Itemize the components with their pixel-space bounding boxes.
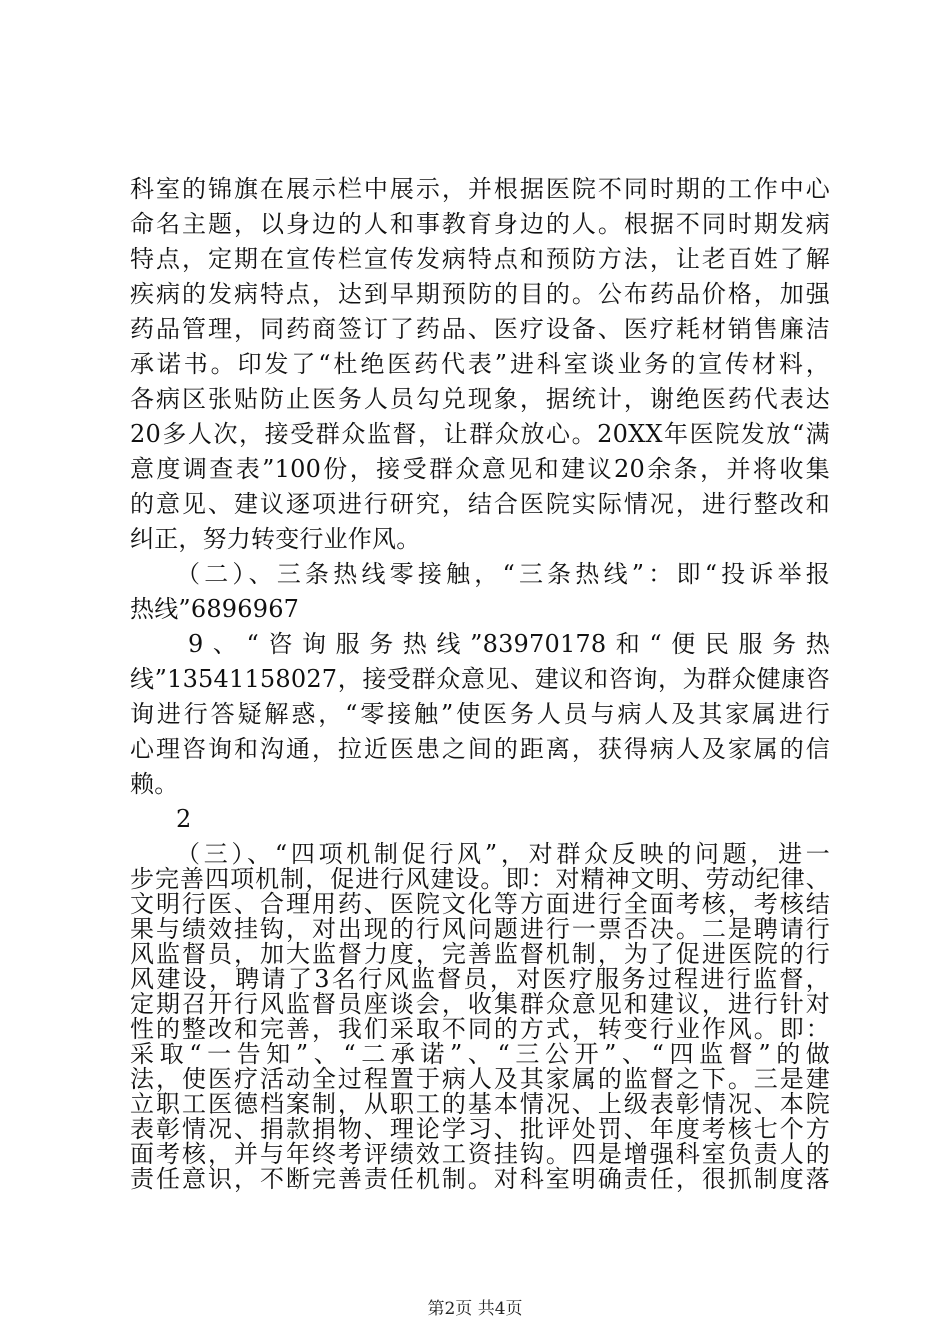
body-line: 立职工医德档案制，从职工的基本情况、上级表彰情况、本院 [130,1090,830,1118]
body-line: 承诺书。印发了“杜绝医药代表”进科室谈业务的宣传材料， [130,350,830,378]
body-line: 果与绩效挂钩，对出现的行风问题进行一票否决。二是聘请行 [130,915,830,943]
body-line: 意度调查表”100份，接受群众意见和建议20余条，并将收集 [130,455,830,483]
body-line: 的意见、建议逐项进行研究，结合医院实际情况，进行整改和 [130,490,830,518]
section-heading-line: （三）、“四项机制促行风”，对群众反映的问题，进一 [176,840,830,868]
body-line: 纠正，努力转变行业作风。 [130,525,421,553]
body-line: 采取“一告知”、“二承诺”、“三公开”、“四监督”的做 [130,1040,830,1068]
body-line: 热线”6896967 [130,595,300,623]
body-line: 赖。 [130,770,179,798]
body-line: 命名主题，以身边的人和事教育身边的人。根据不同时期发病 [130,210,830,238]
inline-page-number: 2 [176,805,192,833]
body-line: 各病区张贴防止医务人员勾兑现象，据统计，谢绝医药代表达 [130,385,830,413]
body-line: 20多人次，接受群众监督，让群众放心。20XX年医院发放“满 [130,420,830,448]
body-line: 疾病的发病特点，达到早期预防的目的。公布药品价格，加强 [130,280,830,308]
body-line: 法，使医疗活动全过程置于病人及其家属的监督之下。三是建 [130,1065,830,1093]
body-line: 风监督员，加大监督力度，完善监督机制，为了促进医院的行 [130,940,830,968]
body-line: 面考核，并与年终考评绩效工资挂钩。四是增强科室负责人的 [130,1140,830,1168]
body-line: 步完善四项机制，促进行风建设。即：对精神文明、劳动纪律、 [130,865,830,893]
body-line: 9、“咨询服务热线”83970178和“便民服务热 [188,630,830,658]
body-line: 线”13541158027，接受群众意见、建议和咨询，为群众健康咨 [130,665,830,693]
body-line: 风建设，聘请了3名行风监督员，对医疗服务过程进行监督， [130,965,830,993]
body-line: 定期召开行风监督员座谈会，收集群众意见和建议，进行针对 [130,990,830,1018]
body-line: 表彰情况、捐款捐物、理论学习、批评处罚、年度考核七个方 [130,1115,830,1143]
body-line: 文明行医、合理用药、医院文化等方面进行全面考核，考核结 [130,890,830,918]
page-footer: 第2页 共4页 [427,1299,523,1319]
body-line: 责任意识，不断完善责任机制。对科室明确责任，很抓制度落 [130,1165,830,1193]
body-line: 科室的锦旗在展示栏中展示，并根据医院不同时期的工作中心 [130,175,830,203]
body-line: 特点，定期在宣传栏宣传发病特点和预防方法，让老百姓了解 [130,245,830,273]
body-line: 性的整改和完善，我们采取不同的方式，转变行业作风。即： [130,1015,830,1043]
body-line: 药品管理，同药商签订了药品、医疗设备、医疗耗材销售廉洁 [130,315,830,343]
section-heading-line: （二）、三条热线零接触，“三条热线”：即“投诉举报 [176,560,830,588]
body-line: 询进行答疑解惑，“零接触”使医务人员与病人及其家属进行 [130,700,830,728]
body-line: 心理咨询和沟通，拉近医患之间的距离，获得病人及家属的信 [130,735,830,763]
